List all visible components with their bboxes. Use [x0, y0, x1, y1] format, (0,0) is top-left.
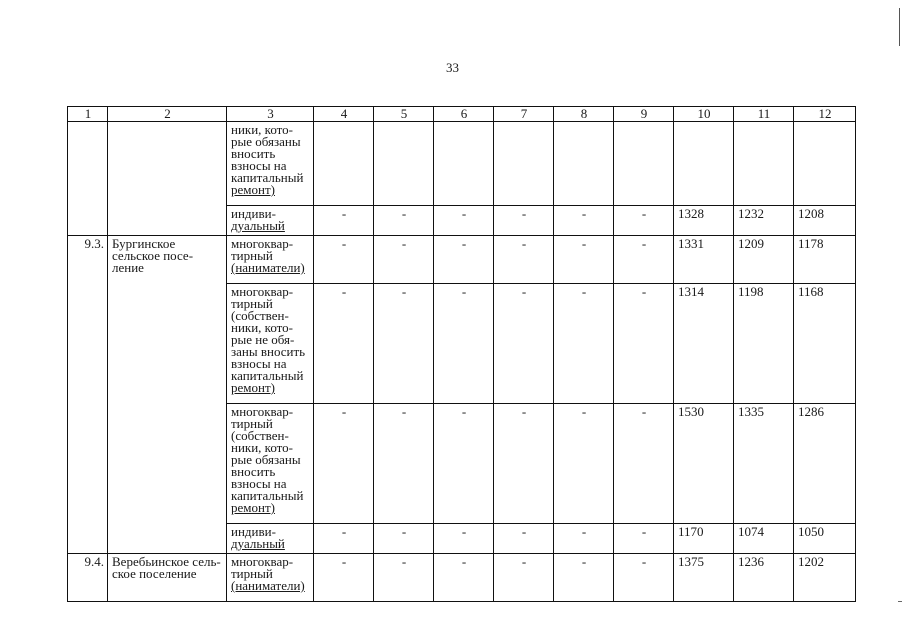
dash-cell: - — [614, 206, 674, 236]
value-cell: 1208 — [794, 206, 856, 236]
cell-line: (наниматели) — [231, 260, 305, 275]
cell-line: сельское посе- — [112, 248, 194, 263]
dash-cell: - — [614, 404, 674, 524]
header-cell: 8 — [554, 107, 614, 122]
dash-cell: - — [494, 554, 554, 602]
dash-cell: - — [434, 206, 494, 236]
housing-type-cell — [227, 236, 314, 284]
value-cell: 1209 — [734, 236, 794, 284]
cell-line: заны вносить — [231, 344, 306, 359]
dash-cell: - — [554, 206, 614, 236]
dash-cell: - — [314, 206, 374, 236]
row-number-cell — [68, 122, 108, 236]
cell-line: тирный — [231, 248, 273, 263]
value-cell: 1170 — [674, 524, 734, 554]
cell-line: взносы на — [231, 158, 287, 173]
table-row — [68, 554, 856, 602]
header-cell: 4 — [314, 107, 374, 122]
dash-cell — [374, 122, 434, 206]
settlement-name-cell — [108, 122, 227, 236]
cell-line: многоквар- — [231, 236, 294, 251]
housing-type-cell — [227, 206, 314, 236]
cell-line: ление — [112, 260, 144, 275]
value-cell: 1375 — [674, 554, 734, 602]
cell-line: тирный — [231, 416, 273, 431]
dash-cell: - — [614, 554, 674, 602]
dash-cell — [314, 122, 374, 206]
value-cell: 1314 — [674, 284, 734, 404]
cell-line: многоквар- — [231, 404, 294, 419]
dash-cell: - — [374, 206, 434, 236]
dash-cell — [494, 122, 554, 206]
dash-cell: - — [554, 554, 614, 602]
cell-line: (собствен- — [231, 308, 289, 323]
tariff-table — [67, 106, 856, 602]
value-cell — [674, 122, 734, 206]
dash-cell: - — [554, 284, 614, 404]
value-cell: 1232 — [734, 206, 794, 236]
cell-line: вносить — [231, 464, 276, 479]
dash-cell: - — [434, 554, 494, 602]
header-cell: 1 — [68, 107, 108, 122]
header-cell: 11 — [734, 107, 794, 122]
dash-cell: - — [614, 284, 674, 404]
header-cell: 9 — [614, 107, 674, 122]
cell-line: ники, кото- — [231, 122, 294, 137]
header-cell: 10 — [674, 107, 734, 122]
dash-cell: - — [494, 206, 554, 236]
cell-line: тирный — [231, 296, 273, 311]
dash-cell: - — [434, 524, 494, 554]
cell-line: ремонт) — [231, 182, 275, 197]
cell-line: вносить — [231, 146, 276, 161]
housing-type-cell — [227, 554, 314, 602]
cell-line: ремонт) — [231, 500, 275, 515]
header-cell: 2 — [108, 107, 227, 122]
dash-cell: - — [494, 524, 554, 554]
cell-line: ники, кото- — [231, 320, 294, 335]
cell-line: дуальный — [231, 218, 285, 233]
dash-cell: - — [614, 236, 674, 284]
dash-cell: - — [614, 524, 674, 554]
dash-cell: - — [374, 236, 434, 284]
value-cell — [734, 122, 794, 206]
cell-line: капитальный — [231, 368, 304, 383]
header-row — [68, 107, 856, 122]
cell-line: (наниматели) — [231, 578, 305, 593]
value-cell: 1335 — [734, 404, 794, 524]
scan-edge-mark — [899, 8, 900, 46]
cell-line: (собствен- — [231, 428, 289, 443]
cell-line: дуальный — [231, 536, 285, 551]
value-cell: 1328 — [674, 206, 734, 236]
cell-line: тирный — [231, 566, 273, 581]
cell-line: рые не обя- — [231, 332, 295, 347]
dash-cell — [554, 122, 614, 206]
dash-cell: - — [374, 524, 434, 554]
value-cell — [794, 122, 856, 206]
value-cell: 1178 — [794, 236, 856, 284]
dash-cell — [614, 122, 674, 206]
value-cell: 1168 — [794, 284, 856, 404]
cell-line: индиви- — [231, 206, 276, 221]
cell-line: многоквар- — [231, 284, 294, 299]
scan-edge-dash — [898, 601, 902, 602]
table-row — [68, 122, 856, 206]
cell-line: ники, кото- — [231, 440, 294, 455]
dash-cell: - — [434, 404, 494, 524]
table-body — [68, 107, 856, 602]
cell-line: многоквар- — [231, 554, 294, 569]
value-cell: 1331 — [674, 236, 734, 284]
cell-line: капитальный — [231, 488, 304, 503]
dash-cell: - — [434, 284, 494, 404]
value-cell: 1202 — [794, 554, 856, 602]
header-cell: 7 — [494, 107, 554, 122]
header-cell: 5 — [374, 107, 434, 122]
value-cell: 1286 — [794, 404, 856, 524]
dash-cell: - — [314, 404, 374, 524]
value-cell: 1530 — [674, 404, 734, 524]
cell-line: взносы на — [231, 476, 287, 491]
settlement-name-cell — [108, 554, 227, 602]
dash-cell: - — [494, 284, 554, 404]
cell-line: Веребьинское сель- — [112, 554, 221, 569]
dash-cell: - — [314, 236, 374, 284]
settlement-name-cell — [108, 236, 227, 554]
cell-line: взносы на — [231, 356, 287, 371]
page-number: 33 — [446, 60, 459, 75]
cell-line: рые обязаны — [231, 452, 301, 467]
cell-line: ское поселение — [112, 566, 197, 581]
row-number-cell: 9.3. — [68, 236, 108, 554]
dash-cell: - — [554, 524, 614, 554]
header-cell: 3 — [227, 107, 314, 122]
dash-cell: - — [554, 404, 614, 524]
housing-type-cell — [227, 122, 314, 206]
row-number-cell: 9.4. — [68, 554, 108, 602]
dash-cell: - — [374, 554, 434, 602]
value-cell: 1074 — [734, 524, 794, 554]
value-cell: 1198 — [734, 284, 794, 404]
dash-cell: - — [434, 236, 494, 284]
dash-cell — [434, 122, 494, 206]
value-cell: 1236 — [734, 554, 794, 602]
dash-cell: - — [494, 236, 554, 284]
cell-line: ремонт) — [231, 380, 275, 395]
header-cell: 6 — [434, 107, 494, 122]
cell-line: индиви- — [231, 524, 276, 539]
housing-type-cell — [227, 404, 314, 524]
cell-line: рые обязаны — [231, 134, 301, 149]
dash-cell: - — [494, 404, 554, 524]
dash-cell: - — [314, 524, 374, 554]
dash-cell: - — [374, 404, 434, 524]
dash-cell: - — [554, 236, 614, 284]
cell-line: Бургинское — [112, 236, 176, 251]
housing-type-cell — [227, 284, 314, 404]
cell-line: капитальный — [231, 170, 304, 185]
dash-cell: - — [314, 284, 374, 404]
dash-cell: - — [374, 284, 434, 404]
housing-type-cell — [227, 524, 314, 554]
dash-cell: - — [314, 554, 374, 602]
header-cell: 12 — [794, 107, 856, 122]
table-row — [68, 236, 856, 284]
value-cell: 1050 — [794, 524, 856, 554]
